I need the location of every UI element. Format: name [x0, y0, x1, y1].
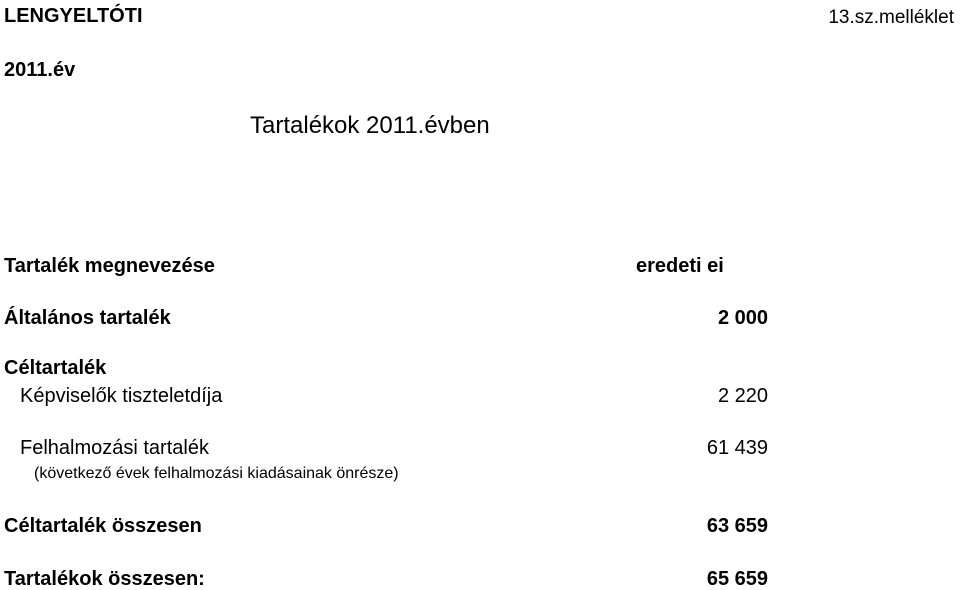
year-label: 2011.év	[4, 59, 76, 81]
column-header-original-estimate: eredeti ei	[636, 255, 724, 277]
item-label-councillor-fees: Képviselők tiszteletdíja	[20, 385, 223, 407]
general-reserve-label: Általános tartalék	[4, 307, 171, 329]
target-reserve-total-value: 63 659	[706, 515, 768, 537]
column-header-name: Tartalék megnevezése	[4, 255, 215, 277]
item-note-capital-reserve: (következő évek felhalmozási kiadásainak önrésze)	[34, 465, 399, 482]
target-reserve-heading: Céltartalék	[4, 357, 107, 379]
general-reserve-value: 2 000	[717, 307, 768, 329]
item-value-councillor-fees: 2 220	[717, 385, 768, 407]
item-value-capital-reserve: 61 439	[706, 437, 768, 459]
annex-number: 13.sz.melléklet	[828, 7, 954, 28]
target-reserve-total-label: Céltartalék összesen	[4, 515, 202, 537]
item-label-capital-reserve: Felhalmozási tartalék	[20, 437, 209, 459]
grand-total-label: Tartalékok összesen:	[4, 568, 205, 590]
page-title: Tartalékok 2011.évben	[250, 112, 490, 139]
organization-name: LENGYELTÓTI	[4, 5, 143, 27]
grand-total-value: 65 659	[706, 568, 768, 590]
